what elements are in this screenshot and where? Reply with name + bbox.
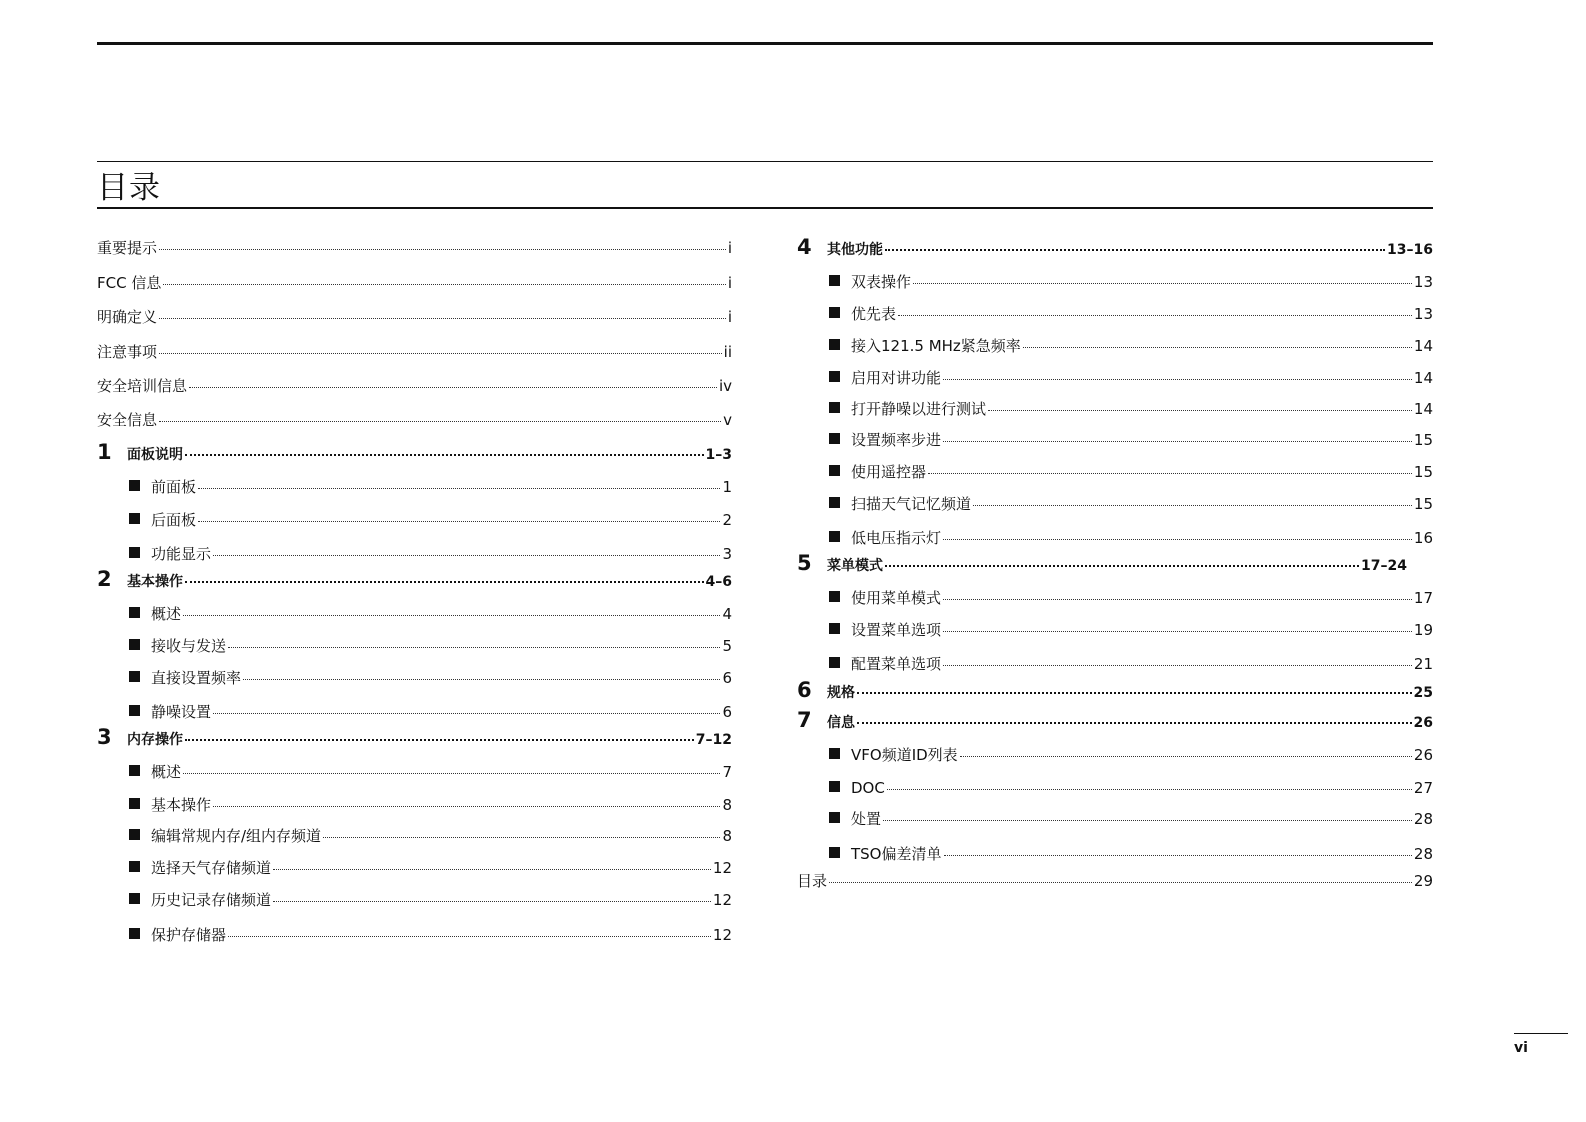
toc-subentry[interactable]: 启用对讲功能 14 — [829, 368, 1433, 388]
toc-subentry[interactable]: 使用遥控器 15 — [829, 462, 1433, 482]
toc-subentry[interactable]: 处置 28 — [829, 809, 1433, 829]
bullet-square-icon — [129, 480, 140, 491]
bullet-square-icon — [829, 781, 840, 792]
bullet-square-icon — [829, 591, 840, 602]
bullet-square-icon — [129, 547, 140, 558]
toc-subentry[interactable]: 编辑常规内存/组内存频道 8 — [129, 826, 732, 846]
page-number-rule — [1514, 1033, 1568, 1034]
bullet-square-icon — [829, 748, 840, 759]
toc-subentry[interactable]: 保护存储器 12 — [129, 925, 732, 945]
toc-chapter-7[interactable]: 7 信息 26 — [797, 708, 1433, 732]
toc-subentry[interactable]: 使用菜单模式 17 — [829, 588, 1433, 608]
toc-subentry[interactable]: 双表操作 13 — [829, 272, 1433, 292]
toc-entry[interactable]: 安全信息 v — [97, 411, 732, 429]
toc-subentry[interactable]: 设置频率步进 15 — [829, 430, 1433, 450]
toc-subentry[interactable]: 概述 4 — [129, 604, 732, 624]
bullet-square-icon — [829, 433, 840, 444]
bullet-square-icon — [129, 607, 140, 618]
bullet-square-icon — [129, 705, 140, 716]
toc-chapter-3[interactable]: 3 内存操作 7–12 — [97, 725, 732, 749]
toc-entry[interactable]: 注意事项 ii — [97, 343, 732, 361]
toc-subentry[interactable]: 历史记录存储频道 12 — [129, 890, 732, 910]
toc-subentry[interactable]: 静噪设置 6 — [129, 702, 732, 722]
top-rule — [97, 42, 1433, 45]
bullet-square-icon — [829, 847, 840, 858]
bullet-square-icon — [129, 829, 140, 840]
toc-subentry[interactable]: 基本操作 8 — [129, 795, 732, 815]
toc-subentry[interactable]: VFO频道ID列表 26 — [829, 745, 1433, 765]
title-top-rule — [97, 161, 1433, 162]
toc-subentry[interactable]: DOC 27 — [829, 778, 1433, 798]
toc-subentry[interactable]: 概述 7 — [129, 762, 732, 782]
bullet-square-icon — [829, 275, 840, 286]
bullet-square-icon — [829, 371, 840, 382]
toc-chapter-4[interactable]: 4 其他功能 13–16 — [797, 235, 1433, 259]
page-number: vi — [1514, 1040, 1528, 1056]
bullet-square-icon — [829, 623, 840, 634]
bullet-square-icon — [129, 928, 140, 939]
page-title: 目录 — [97, 170, 161, 206]
toc-subentry[interactable]: TSO偏差清单 28 — [829, 844, 1433, 864]
toc-chapter-5[interactable]: 5 菜单模式 17–24 — [797, 551, 1407, 575]
toc-subentry[interactable]: 接入121.5 MHz紧急频率 14 — [829, 336, 1433, 356]
toc-entry[interactable]: 目录 29 — [797, 872, 1433, 890]
bullet-square-icon — [129, 765, 140, 776]
bullet-square-icon — [829, 812, 840, 823]
toc-subentry[interactable]: 配置菜单选项 21 — [829, 654, 1433, 674]
bullet-square-icon — [829, 497, 840, 508]
toc-chapter-2[interactable]: 2 基本操作 4–6 — [97, 567, 732, 591]
toc-subentry[interactable]: 设置菜单选项 19 — [829, 620, 1433, 640]
toc-entry[interactable]: 重要提示 i — [97, 239, 732, 257]
toc-chapter-1[interactable]: 1 面板说明 1–3 — [97, 440, 732, 464]
bullet-square-icon — [129, 671, 140, 682]
toc-entry[interactable]: 安全培训信息 iv — [97, 377, 732, 395]
bullet-square-icon — [829, 657, 840, 668]
toc-subentry[interactable]: 前面板 1 — [129, 477, 732, 497]
toc-subentry[interactable]: 打开静噪以进行测试 14 — [829, 399, 1433, 419]
bullet-square-icon — [129, 639, 140, 650]
toc-chapter-6[interactable]: 6 规格 25 — [797, 678, 1433, 702]
bullet-square-icon — [129, 798, 140, 809]
bullet-square-icon — [129, 893, 140, 904]
toc-subentry[interactable]: 选择天气存储频道 12 — [129, 858, 732, 878]
toc-entry[interactable]: 明确定义 i — [97, 308, 732, 326]
bullet-square-icon — [129, 861, 140, 872]
bullet-square-icon — [129, 513, 140, 524]
bullet-square-icon — [829, 465, 840, 476]
toc-subentry[interactable]: 扫描天气记忆频道 15 — [829, 494, 1433, 514]
bullet-square-icon — [829, 339, 840, 350]
title-bottom-rule — [97, 207, 1433, 209]
toc-subentry[interactable]: 低电压指示灯 16 — [829, 528, 1433, 548]
toc-subentry[interactable]: 功能显示 3 — [129, 544, 732, 564]
bullet-square-icon — [829, 402, 840, 413]
toc-subentry[interactable]: 优先表 13 — [829, 304, 1433, 324]
toc-subentry[interactable]: 直接设置频率 6 — [129, 668, 732, 688]
toc-subentry[interactable]: 接收与发送 5 — [129, 636, 732, 656]
bullet-square-icon — [829, 531, 840, 542]
toc-subentry[interactable]: 后面板 2 — [129, 510, 732, 530]
bullet-square-icon — [829, 307, 840, 318]
toc-entry[interactable]: FCC 信息 i — [97, 274, 732, 292]
